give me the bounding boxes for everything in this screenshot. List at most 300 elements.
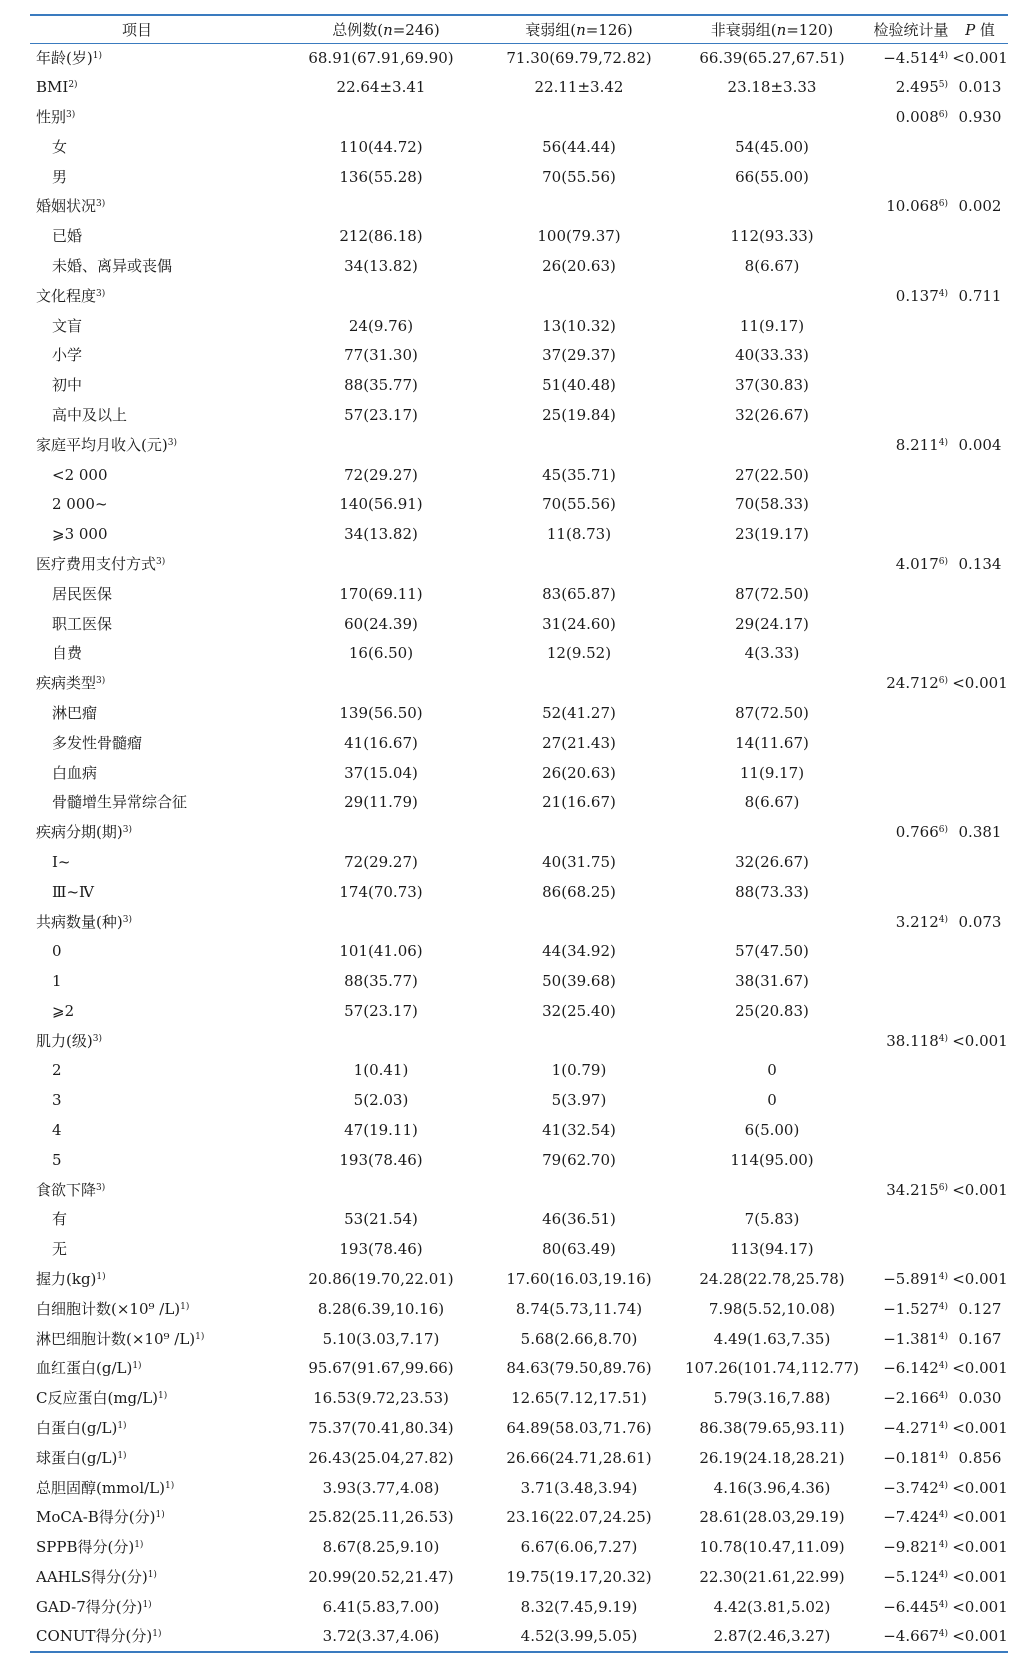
- total-value: 193(78.46): [339, 1150, 423, 1169]
- row-footnote-marker: 1): [134, 1540, 144, 1551]
- row-label: [30, 997, 288, 1027]
- table-row: [30, 371, 1008, 401]
- row-label-text: 淋巴瘤: [52, 703, 98, 722]
- row-label-text: ⩾2: [52, 1001, 75, 1020]
- nonfrail-value: 37(30.83): [735, 376, 809, 395]
- p-value: [952, 460, 1008, 490]
- frail-value: 70(55.56): [542, 167, 616, 186]
- nonfrail-value: 57(47.50): [735, 942, 809, 961]
- table-row: [30, 1205, 1008, 1235]
- row-label-text: GAD-7得分(分): [36, 1597, 143, 1616]
- row-label: [30, 848, 288, 878]
- test-statistic: [870, 311, 952, 341]
- row-label: [30, 1294, 288, 1324]
- p-value: <0.001: [952, 1538, 1008, 1557]
- test-statistic-value: 24.712: [886, 674, 939, 693]
- frail-value: 8.74(5.73,11.74): [515, 1299, 643, 1318]
- header-item-text: 项目: [122, 20, 153, 39]
- row-label: [30, 669, 288, 699]
- test-statistic-value: −2.166: [883, 1389, 939, 1408]
- total-value: 139(56.50): [339, 703, 423, 722]
- header-frail-n: n: [576, 20, 586, 39]
- frail-value: [484, 103, 674, 133]
- p-value: [952, 401, 1008, 431]
- row-footnote-marker: 1): [117, 1450, 127, 1461]
- row-footnote-marker: 1): [117, 1421, 127, 1432]
- frail-value: [484, 907, 674, 937]
- frail-value: 13(10.32): [542, 316, 616, 335]
- frail-value: 11(8.73): [546, 525, 612, 544]
- test-statistic-value: 38.118: [886, 1031, 939, 1050]
- nonfrail-value: 4.49(1.63,7.35): [713, 1329, 831, 1348]
- row-label-text: 婚姻状况: [36, 197, 97, 216]
- row-footnote-marker: 3): [96, 1182, 106, 1193]
- row-label: [30, 550, 288, 580]
- p-value: 0.167: [958, 1329, 1002, 1348]
- nonfrail-value: 88(73.33): [735, 882, 809, 901]
- frail-value: 56(44.44): [542, 137, 616, 156]
- frail-value: 83(65.87): [542, 584, 616, 603]
- test-statistic: [870, 1026, 952, 1056]
- row-label: [30, 460, 288, 490]
- frail-value: 37(29.37): [542, 346, 616, 365]
- header-nonfrail: [674, 15, 870, 43]
- frail-value: [484, 818, 674, 848]
- row-footnote-marker: 3): [122, 914, 132, 925]
- test-statistic: [870, 1473, 952, 1503]
- frail-value: 44(34.92): [542, 942, 616, 961]
- table-row: [30, 430, 1008, 460]
- total-value: 3.72(3.37,4.06): [288, 1622, 484, 1652]
- row-footnote-marker: 1): [132, 1361, 142, 1372]
- total-value: 6.41(5.83,7.00): [322, 1597, 440, 1616]
- p-value: [952, 1235, 1008, 1265]
- test-statistic-footnote-marker: 4): [938, 1391, 948, 1402]
- row-label: [30, 252, 288, 282]
- nonfrail-value: [674, 550, 870, 580]
- p-value: <0.001: [952, 1359, 1008, 1378]
- p-value: [952, 1145, 1008, 1175]
- total-value: 16(6.50): [348, 644, 414, 663]
- nonfrail-value: 14(11.67): [735, 733, 809, 752]
- nonfrail-value: 10.78(10.47,11.09): [699, 1538, 845, 1557]
- table-row: [30, 222, 1008, 252]
- p-value: [952, 490, 1008, 520]
- frail-value: 51(40.48): [542, 376, 616, 395]
- frail-value: 84.63(79.50,89.76): [506, 1359, 652, 1378]
- frail-value: 22.11±3.42: [534, 78, 624, 97]
- row-label-text: 握力(kg): [36, 1270, 97, 1289]
- table-row: [30, 43, 1008, 73]
- total-value: 101(41.06): [339, 942, 423, 961]
- frail-value: 46(36.51): [542, 1210, 616, 1229]
- header-total-count: =246): [392, 20, 440, 39]
- test-statistic-value: −5.124: [883, 1568, 939, 1587]
- total-value: [288, 1175, 484, 1205]
- row-label-text: ⩾3 000: [52, 525, 108, 544]
- nonfrail-value: 86.38(79.65,93.11): [699, 1419, 845, 1438]
- row-label-text: 小学: [52, 346, 83, 365]
- table-row: [30, 788, 1008, 818]
- table-row: [30, 967, 1008, 997]
- row-label: [30, 371, 288, 401]
- test-statistic: [870, 1294, 952, 1324]
- frail-value: 40(31.75): [542, 852, 616, 871]
- header-frail-text: 衰弱组(: [525, 20, 577, 39]
- table-row: [30, 1294, 1008, 1324]
- nonfrail-value: 27(22.50): [735, 465, 809, 484]
- p-value: <0.001: [952, 1180, 1008, 1199]
- test-statistic: [870, 520, 952, 550]
- row-label: [30, 1086, 288, 1116]
- total-value: 3.93(3.77,4.08): [322, 1478, 440, 1497]
- test-statistic: [870, 579, 952, 609]
- test-statistic: [870, 1414, 952, 1444]
- total-value: 34(13.82): [344, 525, 418, 544]
- total-value: 24(9.76): [348, 316, 414, 335]
- header-nonfrail-text: 非衰弱组(: [710, 20, 777, 39]
- total-value: 29(11.79): [344, 793, 418, 812]
- row-label: [30, 1324, 288, 1354]
- test-statistic: [870, 699, 952, 729]
- row-label: [30, 1443, 288, 1473]
- p-value: <0.001: [952, 1031, 1008, 1050]
- row-footnote-marker: 1): [92, 50, 102, 61]
- test-statistic: [870, 669, 952, 699]
- table-row: [30, 401, 1008, 431]
- row-footnote-marker: 1): [180, 1301, 190, 1312]
- row-label: [30, 758, 288, 788]
- test-statistic: [870, 192, 952, 222]
- frail-value: 26.66(24.71,28.61): [506, 1448, 652, 1467]
- nonfrail-value: 0: [767, 1061, 777, 1080]
- row-label: [30, 1503, 288, 1533]
- table-row: [30, 1056, 1008, 1086]
- p-value: [952, 1056, 1008, 1086]
- test-statistic-footnote-marker: 4): [938, 1570, 948, 1581]
- p-value: [952, 997, 1008, 1027]
- test-statistic-value: 0.137: [895, 286, 939, 305]
- row-label-text: C反应蛋白(mg/L): [36, 1389, 159, 1408]
- row-footnote-marker: 1): [158, 1391, 168, 1402]
- nonfrail-value: 7(5.83): [744, 1210, 800, 1229]
- test-statistic: [870, 1592, 952, 1622]
- nonfrail-value: 87(72.50): [735, 584, 809, 603]
- test-statistic-footnote-marker: 4): [938, 437, 948, 448]
- table-row: [30, 1533, 1008, 1563]
- table-row: [30, 1324, 1008, 1354]
- test-statistic-value: −0.181: [883, 1448, 939, 1467]
- frail-value: [484, 281, 674, 311]
- row-label: [30, 1354, 288, 1384]
- test-statistic-value: −6.445: [883, 1597, 939, 1616]
- total-value: 88(35.77): [344, 972, 418, 991]
- table-row: [30, 997, 1008, 1027]
- row-label: [30, 699, 288, 729]
- row-label: [30, 222, 288, 252]
- p-value: <0.001: [952, 1419, 1008, 1438]
- total-value: 60(24.39): [344, 614, 418, 633]
- header-total-n: n: [383, 20, 393, 39]
- nonfrail-value: 32(26.67): [735, 405, 809, 424]
- row-label-text: 多发性骨髓瘤: [52, 733, 143, 752]
- nonfrail-value: 2.87(2.46,3.27): [674, 1622, 870, 1652]
- row-label-text: 女: [52, 137, 68, 156]
- test-statistic: [870, 1384, 952, 1414]
- total-value: 22.64±3.41: [336, 78, 426, 97]
- total-value: [288, 669, 484, 699]
- table-row: [30, 162, 1008, 192]
- test-statistic-value: 10.068: [886, 197, 939, 216]
- row-label-text: 共病数量(种): [36, 912, 123, 931]
- p-value: [952, 639, 1008, 669]
- p-value: [952, 848, 1008, 878]
- total-value: 20.99(20.52,21.47): [308, 1568, 454, 1587]
- table-body: [30, 43, 1008, 1652]
- p-value: [952, 967, 1008, 997]
- frail-value: 3.71(3.48,3.94): [520, 1478, 638, 1497]
- test-statistic-footnote-marker: 6): [938, 1182, 948, 1193]
- test-statistic: [870, 1145, 952, 1175]
- header-test-statistic: [870, 15, 952, 43]
- table-row: [30, 1592, 1008, 1622]
- p-value: [952, 609, 1008, 639]
- nonfrail-value: 11(9.17): [739, 763, 805, 782]
- row-label-text: 疾病分期(期): [36, 823, 123, 842]
- row-label-text: 自费: [52, 644, 83, 663]
- table-row: [30, 73, 1008, 103]
- table-row: [30, 758, 1008, 788]
- table-row: [30, 341, 1008, 371]
- nonfrail-value: 8(6.67): [744, 256, 800, 275]
- table-row: [30, 818, 1008, 848]
- header-frail-count: =126): [585, 20, 633, 39]
- baseline-characteristics-table-container: [30, 14, 1008, 1653]
- row-label-text: 未婚、离异或丧偶: [52, 256, 173, 275]
- row-label: [30, 103, 288, 133]
- test-statistic-value: 0.008: [895, 107, 939, 126]
- frail-value: 26(20.63): [542, 763, 616, 782]
- header-nonfrail-n: n: [776, 20, 787, 39]
- total-value: 16.53(9.72,23.53): [313, 1389, 449, 1408]
- header-p-letter: P: [965, 20, 976, 39]
- test-statistic: [870, 281, 952, 311]
- row-label: [30, 401, 288, 431]
- row-label-text: 有: [52, 1210, 68, 1229]
- row-label-text: 年龄(岁): [36, 48, 93, 67]
- row-label-text: 医疗费用支付方式: [36, 554, 157, 573]
- row-label: [30, 1414, 288, 1444]
- frail-value: 32(25.40): [542, 1001, 616, 1020]
- test-statistic: [870, 1235, 952, 1265]
- row-label-text: 血红蛋白(g/L): [36, 1359, 133, 1378]
- nonfrail-value: 23(19.17): [735, 525, 809, 544]
- row-label-text: 球蛋白(g/L): [36, 1448, 118, 1467]
- test-statistic-footnote-marker: 4): [938, 1301, 948, 1312]
- test-statistic-value: −4.514: [883, 48, 939, 67]
- frail-value: 5.68(2.66,8.70): [520, 1329, 638, 1348]
- p-value: [952, 699, 1008, 729]
- test-statistic-footnote-marker: 4): [938, 1540, 948, 1551]
- table-row: [30, 1414, 1008, 1444]
- frail-value: 80(63.49): [542, 1240, 616, 1259]
- total-value: [288, 818, 484, 848]
- test-statistic: [870, 907, 952, 937]
- row-label-text: 肌力(级): [36, 1031, 93, 1050]
- nonfrail-value: [674, 907, 870, 937]
- table-row: [30, 1026, 1008, 1056]
- test-statistic: [870, 1086, 952, 1116]
- nonfrail-value: 6(5.00): [744, 1121, 800, 1140]
- p-value: 0.134: [958, 554, 1002, 573]
- row-footnote-marker: 1): [152, 1629, 162, 1640]
- test-statistic-value: −4.271: [883, 1419, 939, 1438]
- total-value: 88(35.77): [344, 376, 418, 395]
- nonfrail-value: 8(6.67): [744, 793, 800, 812]
- test-statistic: [870, 967, 952, 997]
- total-value: 53(21.54): [344, 1210, 418, 1229]
- total-value: 57(23.17): [344, 405, 418, 424]
- row-label-text: MoCA-B得分(分): [36, 1508, 156, 1527]
- p-value: [952, 162, 1008, 192]
- frail-value: 52(41.27): [542, 703, 616, 722]
- p-value: 0.856: [958, 1448, 1002, 1467]
- test-statistic-footnote-marker: 4): [938, 914, 948, 925]
- frail-value: 17.60(16.03,19.16): [506, 1270, 652, 1289]
- nonfrail-value: 29(24.17): [735, 614, 809, 633]
- row-label-text: CONUT得分(分): [36, 1627, 153, 1646]
- total-value: 136(55.28): [339, 167, 423, 186]
- row-label: [30, 1056, 288, 1086]
- test-statistic-footnote-marker: 6): [938, 556, 948, 567]
- p-value: 0.002: [958, 197, 1002, 216]
- row-label: [30, 728, 288, 758]
- table-row: [30, 311, 1008, 341]
- nonfrail-value: [674, 1026, 870, 1056]
- row-label: [30, 1145, 288, 1175]
- table-row: [30, 639, 1008, 669]
- frail-value: 64.89(58.03,71.76): [506, 1419, 652, 1438]
- nonfrail-value: 7.98(5.52,10.08): [708, 1299, 836, 1318]
- p-value: [952, 1205, 1008, 1235]
- table-row: [30, 1384, 1008, 1414]
- header-p-text: 值: [975, 20, 995, 39]
- table-row: [30, 252, 1008, 282]
- nonfrail-value: 24.28(22.78,25.78): [699, 1270, 845, 1289]
- total-value: 25.82(25.11,26.53): [308, 1508, 454, 1527]
- header-test-statistic-text: 检验统计量: [873, 20, 949, 39]
- nonfrail-value: 87(72.50): [735, 703, 809, 722]
- test-statistic: [870, 728, 952, 758]
- row-label: [30, 490, 288, 520]
- frail-value: 12.65(7.12,17.51): [511, 1389, 647, 1408]
- row-label-text: Ⅲ~Ⅳ: [52, 882, 95, 901]
- test-statistic: [870, 162, 952, 192]
- frail-value: 41(32.54): [542, 1121, 616, 1140]
- test-statistic-value: 8.211: [895, 435, 939, 454]
- test-statistic-footnote-marker: 6): [938, 109, 948, 120]
- nonfrail-value: 26.19(24.18,28.21): [699, 1448, 845, 1467]
- frail-value: 79(62.70): [542, 1150, 616, 1169]
- test-statistic: [870, 877, 952, 907]
- frail-value: 71.30(69.79,72.82): [506, 48, 652, 67]
- row-label-text: 高中及以上: [52, 405, 128, 424]
- test-statistic: [870, 1622, 952, 1652]
- test-statistic: [870, 132, 952, 162]
- row-footnote-marker: 3): [92, 1033, 102, 1044]
- frail-value: 86(68.25): [542, 882, 616, 901]
- table-row: [30, 1116, 1008, 1146]
- table-row: [30, 1563, 1008, 1593]
- p-value: [952, 341, 1008, 371]
- test-statistic: [870, 73, 952, 103]
- frail-value: [484, 192, 674, 222]
- row-label: [30, 579, 288, 609]
- test-statistic: [870, 401, 952, 431]
- frail-value: 50(39.68): [542, 972, 616, 991]
- frail-value: [484, 1026, 674, 1056]
- row-label-text: AAHLS得分(分): [36, 1568, 148, 1587]
- row-label: [30, 1563, 288, 1593]
- nonfrail-value: [674, 669, 870, 699]
- table-row: [30, 579, 1008, 609]
- table-row: [30, 907, 1008, 937]
- total-value: 5.10(3.03,7.17): [322, 1329, 440, 1348]
- row-label-text: 0: [52, 942, 62, 961]
- nonfrail-value: 32(26.67): [735, 852, 809, 871]
- test-statistic: [870, 639, 952, 669]
- header-frail: [484, 15, 674, 43]
- row-label: [30, 967, 288, 997]
- row-label: [30, 1622, 288, 1652]
- frail-value: 26(20.63): [542, 256, 616, 275]
- p-value: <0.001: [952, 1622, 1008, 1652]
- table-row: [30, 1473, 1008, 1503]
- row-label-text: SPPB得分(分): [36, 1538, 135, 1557]
- p-value: [952, 877, 1008, 907]
- frail-value: 19.75(19.17,20.32): [506, 1568, 652, 1587]
- row-label: [30, 1026, 288, 1056]
- p-value: <0.001: [952, 1508, 1008, 1527]
- total-value: 193(78.46): [339, 1240, 423, 1259]
- p-value: <0.001: [952, 1270, 1008, 1289]
- row-footnote-marker: 1): [142, 1599, 152, 1610]
- table-row: [30, 192, 1008, 222]
- frail-value: 6.67(6.06,7.27): [520, 1538, 638, 1557]
- table-row: [30, 132, 1008, 162]
- table-row: [30, 520, 1008, 550]
- row-footnote-marker: 3): [167, 437, 177, 448]
- row-footnote-marker: 1): [155, 1510, 165, 1521]
- row-label-text: Ⅰ~: [52, 852, 71, 871]
- row-label-text: 文盲: [52, 316, 83, 335]
- test-statistic-footnote-marker: 4): [938, 288, 948, 299]
- row-label: [30, 937, 288, 967]
- test-statistic-footnote-marker: 6): [938, 825, 948, 836]
- row-label-text: BMI: [36, 78, 69, 97]
- total-value: 95.67(91.67,99.66): [308, 1359, 454, 1378]
- nonfrail-value: 40(33.33): [735, 346, 809, 365]
- total-value: 8.67(8.25,9.10): [322, 1538, 440, 1557]
- nonfrail-value: 112(93.33): [730, 227, 814, 246]
- row-label-text: 3: [52, 1091, 62, 1110]
- frail-value: 23.16(22.07,24.25): [506, 1508, 652, 1527]
- nonfrail-value: 22.30(21.61,22.99): [699, 1568, 845, 1587]
- row-footnote-marker: 3): [96, 676, 106, 687]
- nonfrail-value: 4.42(3.81,5.02): [713, 1597, 831, 1616]
- frail-value: [484, 1175, 674, 1205]
- row-label: [30, 132, 288, 162]
